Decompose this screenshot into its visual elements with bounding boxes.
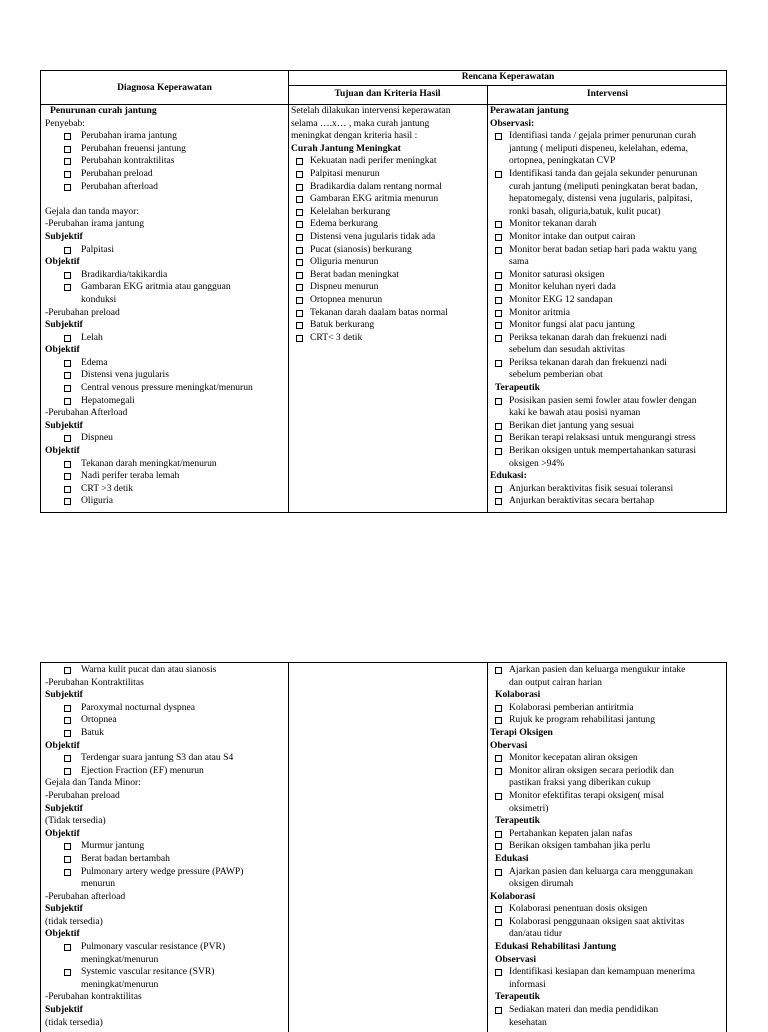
- text-line: Terapeutik: [495, 382, 540, 394]
- text-line: Edukasi: [495, 852, 529, 864]
- text-line: Kelelahan berkurang: [291, 206, 485, 219]
- text-line: Monitor EKG 12 sandapan: [490, 294, 725, 307]
- divider: [487, 663, 488, 1032]
- care-plan-table-2: [40, 662, 727, 1032]
- text-line: informasi: [509, 978, 546, 990]
- text-line: -Perubahan preload: [45, 306, 120, 318]
- text-line: Kekuatan nadi perifer meningkat: [291, 155, 485, 168]
- text-line: Tekanan darah daalam batas normal: [291, 307, 485, 320]
- divider: [487, 86, 488, 512]
- text-line: -Perubahan preload: [45, 789, 120, 801]
- text-line: jantung ( meliputi dispeneu, kelelahan, edema,: [509, 142, 689, 154]
- text-line: Monitor saturasi oksigen: [490, 269, 725, 282]
- text-line: kaki ke bawah atau posisi nyaman: [509, 407, 641, 419]
- text-line: meningkat dengan kriteria hasil :: [291, 130, 418, 142]
- text-line: (tidak tersedia): [45, 1016, 103, 1028]
- text-line: Monitor kecepatan aliran oksigen: [490, 752, 725, 765]
- text-line: sama: [509, 256, 529, 268]
- text-line: Monitor berat badan setiap hari pada waktu yang: [490, 244, 725, 257]
- text-line: Batuk: [45, 727, 285, 740]
- text-line: (tidak tersedia): [45, 915, 103, 927]
- text-line: Kolaborasi: [490, 890, 536, 902]
- text-line: Obervasi: [490, 739, 528, 751]
- text-line: Observasi: [495, 953, 537, 965]
- text-line: Monitor intake dan output cairan: [490, 231, 725, 244]
- text-line: Sediakan materi dan media pendidikan: [490, 1004, 725, 1017]
- text-line: Berat badan meningkat: [291, 269, 485, 282]
- text-line: Berikan oksigen tambahan jika perlu: [490, 840, 725, 853]
- text-line: Ejection Fraction (EF) menurun: [45, 765, 285, 778]
- text-line: Murmur jantung: [45, 840, 285, 853]
- text-line: ortopnea, peningkatan CVP: [509, 155, 616, 167]
- text-line: Berikan diet jantung yang sesuai: [490, 420, 725, 433]
- text-line: Monitor aritmia: [490, 307, 725, 320]
- text-line: Hepatomegali: [45, 395, 285, 408]
- text-line: Objektif: [45, 256, 80, 268]
- text-line: Perubahan freuensi jantung: [45, 143, 285, 156]
- text-line: Posisikan pasien semi fowler atau fowler dengan: [490, 395, 725, 408]
- text-line: Bradikardia dalam rentang normal: [291, 181, 485, 194]
- text-line: Terapeutik: [495, 815, 540, 827]
- text-line: Perubahan preload: [45, 168, 285, 181]
- text-line: Perawatan jantung: [490, 105, 569, 116]
- text-line: Nadi perifer teraba lemah: [45, 470, 285, 483]
- text-line: Monitor aliran oksigen secara periodik dan: [490, 765, 725, 778]
- text-line: Curah Jantung Meningkat: [291, 142, 401, 154]
- text-line: Oliguria menurun: [291, 256, 485, 269]
- text-line: oksigen >94%: [509, 457, 565, 469]
- text-line: dan/atau tidur: [509, 928, 563, 940]
- text-line: CRT >3 detik: [45, 483, 285, 496]
- text-line: Ortopnea: [45, 714, 285, 727]
- text-line: Rujuk ke program rehabilitasi jantung: [490, 714, 725, 727]
- text-line: Gambaran EKG aritmia atau gangguan: [45, 281, 285, 294]
- text-line: Subjektif: [45, 1004, 83, 1016]
- text-line: Ajarkan pasien dan keluarga cara menggunakan: [490, 866, 725, 879]
- text-line: Identifiasi tanda / gejala primer penurunan curah: [490, 130, 725, 143]
- text-line: Setelah dilakukan intervensi keperawatan: [291, 105, 451, 116]
- text-line: Identifikasi kesiapan dan kemampuan menerima: [490, 966, 725, 979]
- text-line: Objektif: [45, 739, 80, 751]
- text-line: Ajarkan pasien dan keluarga mengukur intake: [490, 664, 725, 677]
- text-line: Subjektif: [45, 689, 83, 701]
- text-line: Subjektif: [45, 230, 83, 242]
- diagnosa-column: [45, 105, 285, 508]
- text-line: Gejala dan Tanda Minor:: [45, 777, 141, 789]
- text-line: Periksa tekanan darah dan frekuenzi nadi: [490, 357, 725, 370]
- text-line: ronki basah, oliguria,batuk, kulit pucat): [509, 205, 661, 217]
- intervensi-column-continued: [490, 664, 725, 1029]
- text-line: konduksi: [81, 293, 117, 305]
- text-line: selama ….x… , maka curah jantung: [291, 117, 430, 129]
- divider: [288, 85, 726, 86]
- text-line: hepatomegaly, distensi vena jugularis, palpitasi,: [509, 193, 693, 205]
- text-line: Monitor efektifitas terapi oksigen( misal: [490, 790, 725, 803]
- text-line: Terapeutik: [495, 991, 540, 1003]
- text-line: Subjektif: [45, 419, 83, 431]
- text-line: Paroxymal nocturnal dyspnea: [45, 702, 285, 715]
- text-line: Subjektif: [45, 802, 83, 814]
- text-line: Identifikasi tanda dan gejala sekunder penurunan: [490, 168, 725, 181]
- text-line: sebelum pemberian obat: [509, 369, 603, 381]
- text-line: Dispneu: [45, 432, 285, 445]
- text-line: Gambaran EKG aritmia menurun: [291, 193, 485, 206]
- text-line: Objektif: [45, 445, 80, 457]
- text-line: Gejala dan tanda mayor:: [45, 205, 140, 217]
- text-line: menurun: [81, 878, 116, 890]
- text-line: Perubahan afterload: [45, 181, 285, 194]
- text-line: Ortopnea menurun: [291, 294, 485, 307]
- text-line: Perubahan kontraktilitas: [45, 155, 285, 168]
- tujuan-column: [291, 105, 485, 344]
- diagnosa-column-continued: [45, 664, 285, 1029]
- text-line: oksimetri): [509, 802, 549, 814]
- text-line: Kolaborasi pemberian antiritmia: [490, 702, 725, 715]
- text-line: sebelum dan sesudah aktivitas: [509, 344, 625, 356]
- text-line: Pulmonary vascular resistance (PVR): [45, 941, 285, 954]
- text-line: Bradikardia/takikardia: [45, 269, 285, 282]
- text-line: [45, 193, 285, 206]
- divider: [288, 663, 289, 1032]
- text-line: Oliguria: [45, 495, 285, 508]
- text-line: Perubahan irama jantung: [45, 130, 285, 143]
- text-line: Pertahankan kepaten jalan nafas: [490, 828, 725, 841]
- text-line: Anjurkan beraktivitas secara bertahap: [490, 495, 725, 508]
- text-line: -Perubahan afterload: [45, 890, 126, 902]
- intervensi-column: [490, 105, 725, 508]
- text-line: (Tidak tersedia): [45, 815, 106, 827]
- text-line: Subjektif: [45, 903, 83, 915]
- header-intervensi: Intervensi: [586, 89, 629, 99]
- text-line: Distensi vena jugularis: [45, 369, 285, 382]
- text-line: Objektif: [45, 827, 80, 839]
- text-line: Observasi:: [490, 117, 535, 129]
- text-line: Edukasi:: [490, 470, 527, 482]
- header-tujuan: Tujuan dan Kriteria Hasil: [334, 89, 441, 99]
- text-line: Monitor tekanan darah: [490, 218, 725, 231]
- text-line: Lelah: [45, 332, 285, 345]
- text-line: -Perubahan irama jantung: [45, 218, 145, 230]
- text-line: Monitor keluhan nyeri dada: [490, 281, 725, 294]
- text-line: Objektif: [45, 344, 80, 356]
- text-line: Edema berkurang: [291, 218, 485, 231]
- text-line: Edukasi Rehabilitasi Jantung: [495, 941, 617, 953]
- divider: [288, 71, 289, 512]
- care-plan-table-1: [40, 70, 727, 513]
- text-line: Penyebab:: [45, 117, 85, 129]
- text-line: Batuk berkurang: [291, 319, 485, 332]
- text-line: meningkat/menurun: [81, 978, 159, 990]
- text-line: curah jantung (meliputi peningkatan berat badan,: [509, 180, 698, 192]
- text-line: Kolaborasi penentuan dosis oksigen: [490, 903, 725, 916]
- text-line: Warna kulit pucat dan atau sianosis: [45, 664, 285, 677]
- text-line: Berikan oksigen untuk mempertahankan saturasi: [490, 445, 725, 458]
- text-line: Monitor fungsi alat pacu jantung: [490, 319, 725, 332]
- text-line: Pucat (sianosis) berkurang: [291, 244, 485, 257]
- header-rencana: Rencana Keperawatan: [461, 72, 555, 82]
- text-line: CRT< 3 detik: [291, 332, 485, 345]
- text-line: -Perubahan kontraktilitas: [45, 991, 142, 1003]
- text-line: Edema: [45, 357, 285, 370]
- header-diagnosa: Diagnosa Keperawatan: [117, 83, 212, 93]
- text-line: -Perubahan Kontraktilitas: [45, 676, 144, 688]
- text-line: meningkat/menurun: [81, 953, 159, 965]
- text-line: kesehatan: [509, 1016, 547, 1028]
- text-line: pastikan fraksi yang diberikan cukup: [509, 777, 651, 789]
- text-line: Central venous pressure meningkat/menurun: [45, 382, 285, 395]
- text-line: Terapi Oksigen: [490, 726, 553, 738]
- text-line: dan output cairan harian: [509, 676, 602, 688]
- text-line: -Perubahan Afterload: [45, 407, 128, 419]
- text-line: Objektif: [45, 928, 80, 940]
- text-line: Subjektif: [45, 319, 83, 331]
- text-line: Palpitasi: [45, 244, 285, 257]
- text-line: Terdengar suara jantung S3 dan atau S4: [45, 752, 285, 765]
- text-line: Dispneu menurun: [291, 281, 485, 294]
- text-line: Anjurkan beraktivitas fisik sesuai toleransi: [490, 483, 725, 496]
- text-line: Berat badan bertambah: [45, 853, 285, 866]
- text-line: Berikan terapi relaksasi untuk mengurangi stress: [490, 432, 725, 445]
- text-line: oksigen dirumah: [509, 878, 574, 890]
- text-line: Tekanan darah meningkat/menurun: [45, 458, 285, 471]
- text-line: Distensi vena jugularis tidak ada: [291, 231, 485, 244]
- text-line: Pulmonary artery wedge pressure (PAWP): [45, 866, 285, 879]
- text-line: Penurunan curah jantung: [50, 105, 157, 116]
- text-line: Palpitasi menurun: [291, 168, 485, 181]
- text-line: Kolaborasi: [495, 689, 541, 701]
- text-line: Kolaborasi penggunaan oksigen saat aktivitas: [490, 916, 725, 929]
- text-line: Periksa tekanan darah dan frekuenzi nadi: [490, 332, 725, 345]
- text-line: Systemic vascular resitance (SVR): [45, 966, 285, 979]
